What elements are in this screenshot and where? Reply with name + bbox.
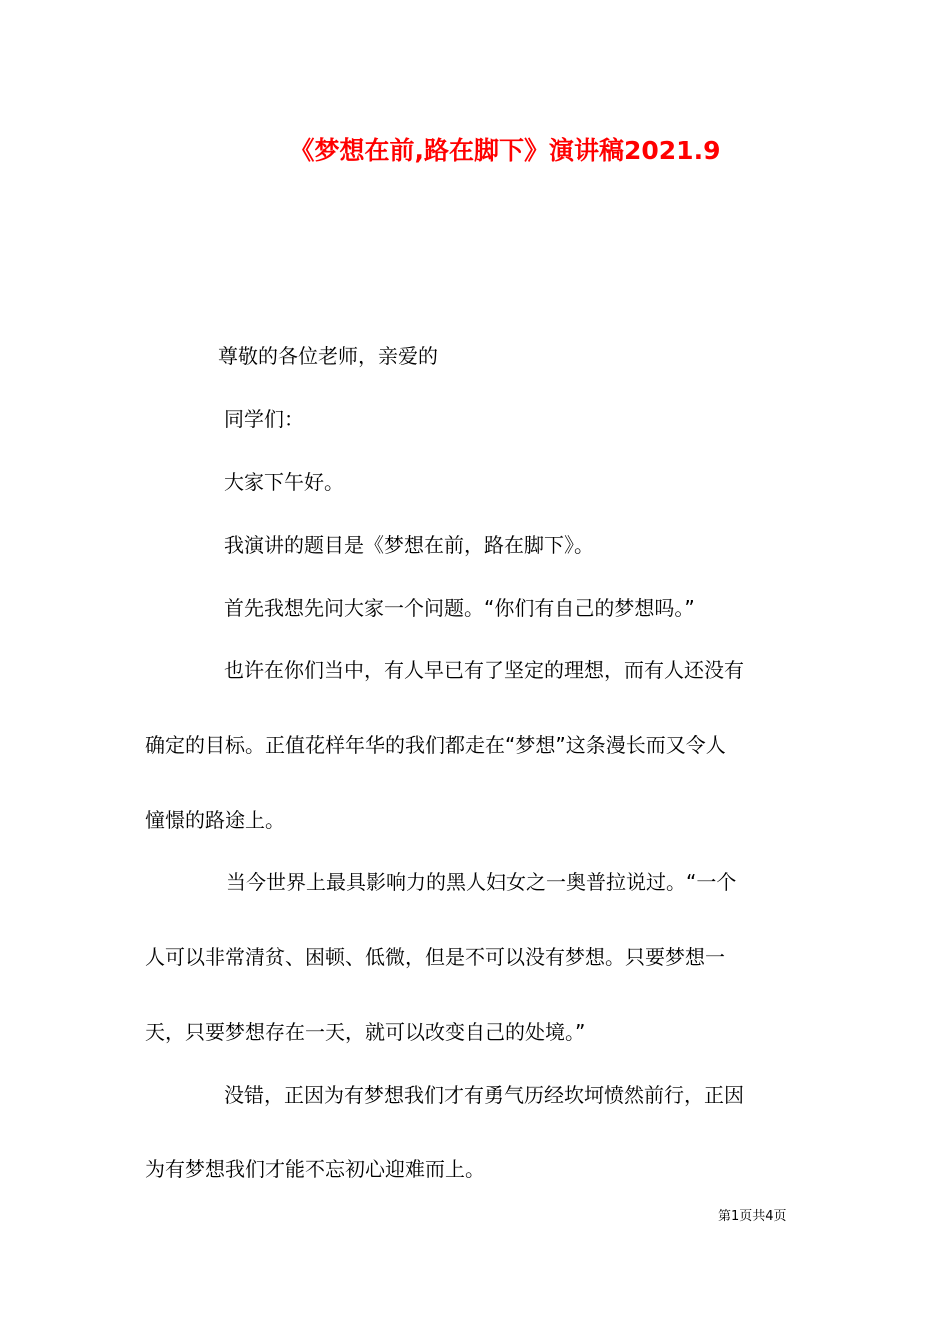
paragraph-line: 为有梦想我们才能不忘初心迎难而上。 bbox=[145, 1157, 485, 1181]
paragraph-line: 我演讲的题目是《梦想在前，路在脚下》。 bbox=[224, 533, 594, 557]
document-title: 《梦想在前,路在脚下》演讲稿2021.9 bbox=[289, 136, 721, 165]
paragraph-line: 天，只要梦想存在一天，就可以改变自己的处境。” bbox=[145, 1020, 586, 1044]
paragraph-line: 憧憬的路途上。 bbox=[145, 808, 285, 832]
paragraph-line: 人可以非常清贫、困顿、低微，但是不可以没有梦想。只要梦想一 bbox=[145, 945, 725, 969]
paragraph-line: 确定的目标。正值花样年华的我们都走在“梦想”这条漫长而又令人 bbox=[145, 733, 726, 757]
paragraph-line: 同学们： bbox=[224, 407, 304, 431]
page-footer: 第1页共4页 bbox=[718, 1209, 787, 1224]
paragraph-line: 尊敬的各位老师，亲爱的 bbox=[218, 344, 438, 368]
paragraph-line: 没错，正因为有梦想我们才有勇气历经坎坷愤然前行，正因 bbox=[224, 1083, 744, 1107]
paragraph-line: 当今世界上最具影响力的黑人妇女之一奥普拉说过。“一个 bbox=[226, 870, 737, 894]
paragraph-line: 首先我想先问大家一个问题。“你们有自己的梦想吗。” bbox=[224, 596, 695, 620]
paragraph-line: 也许在你们当中，有人早已有了坚定的理想，而有人还没有 bbox=[224, 658, 744, 682]
paragraph-line: 大家下午好。 bbox=[224, 470, 344, 494]
